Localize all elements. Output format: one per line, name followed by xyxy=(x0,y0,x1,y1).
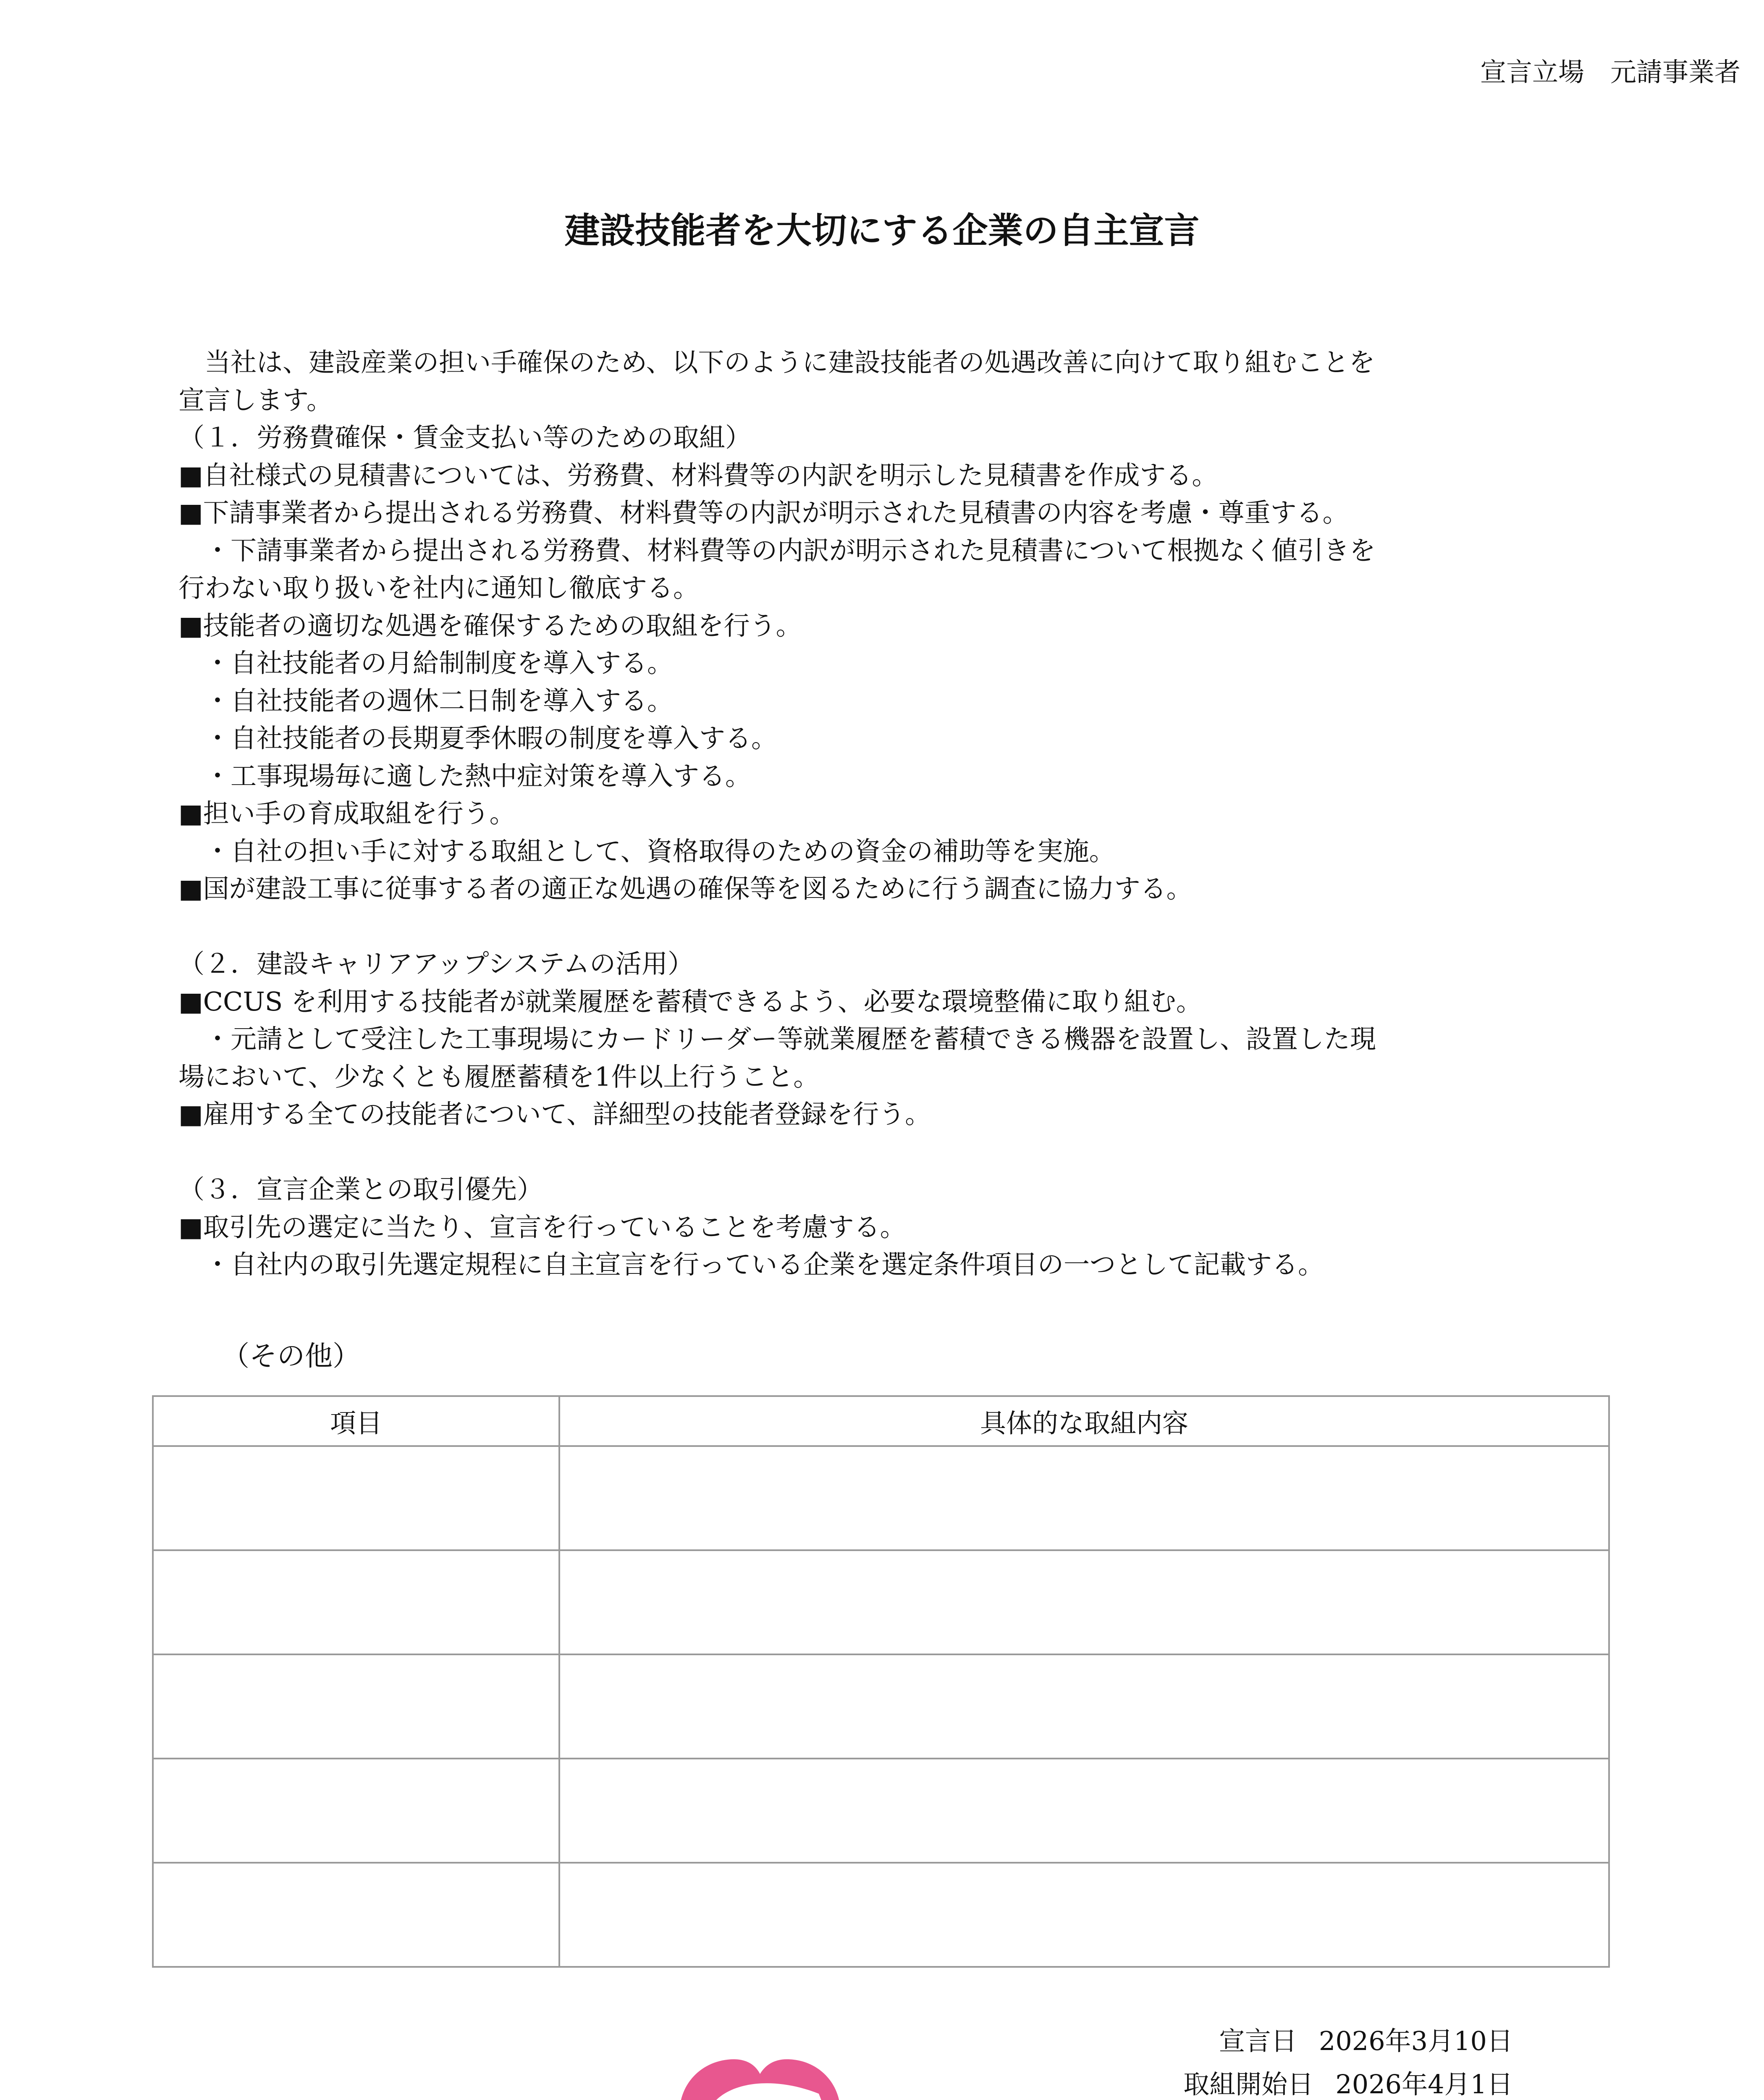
page-title: 建設技能者を大切にする企業の自主宣言 xyxy=(564,210,1200,251)
body-line: ■CCUS を利用する技能者が就業履歴を蓄積できるよう、必要な環境整備に取り組む。 xyxy=(178,986,1202,1017)
table-row xyxy=(153,1446,1609,1550)
body-line: ■国が建設工事に従事する者の適正な処遇の確保等を図るために行う調査に協力する。 xyxy=(178,873,1193,904)
table-row xyxy=(153,1759,1609,1863)
body-line: ・自社技能者の週休二日制を導入する。 xyxy=(178,685,674,716)
body-line: ・元請として受注した工事現場にカードリーダー等就業履歴を蓄積できる機器を設置し、設置した現 xyxy=(178,1024,1376,1054)
body-line: ■下請事業者から提出される労務費、材料費等の内訳が明示された見積書の内容を考慮・尊重する。 xyxy=(178,497,1349,528)
item-cell[interactable] xyxy=(153,1550,559,1654)
content-cell[interactable] xyxy=(559,1550,1609,1654)
body-line: ・下請事業者から提出される労務費、材料費等の内訳が明示された見積書について根拠なく値引きを xyxy=(178,535,1376,566)
content-cell[interactable] xyxy=(559,1863,1609,1967)
body-line: ・自社内の取引先選定規程に自主宣言を行っている企業を選定条件項目の一つとして記載する。 xyxy=(178,1249,1324,1280)
body-line: 場において、少なくとも履歴蓄積を1件以上行うこと。 xyxy=(178,1061,820,1092)
table-row xyxy=(153,1863,1609,1967)
start-date-label: 取組開始日 xyxy=(1183,2069,1314,2100)
content-cell[interactable] xyxy=(559,1759,1609,1863)
body-line: ■自社様式の見積書については、労務費、材料費等の内訳を明示した見積書を作成する。 xyxy=(178,459,1218,491)
item-cell[interactable] xyxy=(153,1759,559,1863)
body-line: ■技能者の適切な処遇を確保するための取組を行う。 xyxy=(178,610,802,641)
body-line: 行わない取り扱いを社内に通知し徹底する。 xyxy=(178,572,700,603)
body-line: ■雇用する全ての技能者について、詳細型の技能者登録を行う。 xyxy=(178,1099,931,1129)
table-header-row xyxy=(153,1396,1609,1446)
body-line: ・自社技能者の月給制制度を導入する。 xyxy=(178,648,674,678)
body-line: ・自社の担い手に対する取組として、資格取得のための資金の補助等を実施。 xyxy=(178,835,1115,866)
declaration-date-label: 宣言日 xyxy=(1219,2026,1297,2056)
declaration-stance: 宣言立場 元請事業者 xyxy=(1480,57,1740,87)
body-line: （３．宣言企業との取引優先） xyxy=(178,1174,543,1205)
other-section-label: （その他） xyxy=(222,1340,360,1372)
body-line: （１．労務費確保・賃金支払い等のための取組） xyxy=(178,422,752,453)
item-cell[interactable] xyxy=(153,1863,559,1967)
content-cell[interactable] xyxy=(559,1446,1609,1550)
body-line: 宣言します。 xyxy=(178,384,333,415)
column-header-content: 具体的な取組内容 xyxy=(559,1396,1609,1446)
body-line: ・工事現場毎に適した熱中症対策を導入する。 xyxy=(178,760,752,791)
body-line: ■担い手の育成取組を行う。 xyxy=(178,798,516,829)
body-line: （２．建設キャリアアップシステムの活用） xyxy=(178,948,694,979)
declaration-date-value: 2026年3月10日 xyxy=(1318,2026,1513,2056)
content-cell[interactable] xyxy=(559,1654,1609,1759)
body-line: ■取引先の選定に当たり、宣言を行っていることを考慮する。 xyxy=(178,1211,906,1242)
body-line: ・自社技能者の長期夏季休暇の制度を導入する。 xyxy=(178,723,778,753)
column-header-item: 項目 xyxy=(153,1396,559,1446)
body-line: 当社は、建設産業の担い手確保のため、以下のように建設技能者の処遇改善に向けて取り組むことを xyxy=(178,347,1375,378)
table-row xyxy=(153,1550,1609,1654)
body-line xyxy=(178,908,1573,945)
heart-face-logo-icon xyxy=(672,2055,848,2100)
body-line xyxy=(178,1133,1573,1171)
item-cell[interactable] xyxy=(153,1446,559,1550)
declaration-body xyxy=(178,344,1573,1284)
start-date-value: 2026年4月1日 xyxy=(1335,2069,1513,2100)
start-date xyxy=(1183,2063,1513,2100)
item-cell[interactable] xyxy=(153,1654,559,1759)
table-row xyxy=(153,1654,1609,1759)
declaration-date xyxy=(1219,2020,1513,2058)
other-initiatives-table xyxy=(152,1395,1610,1968)
